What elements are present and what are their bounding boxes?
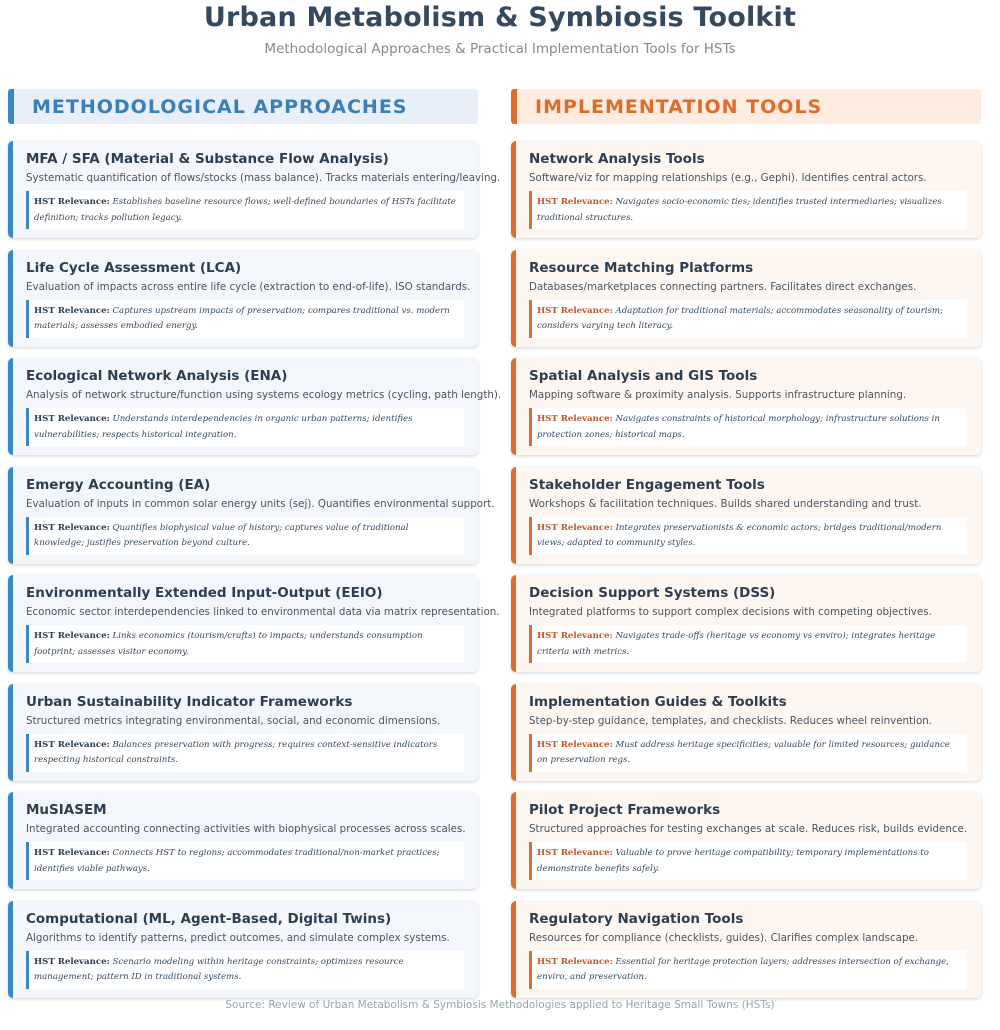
hst-relevance-label: HST Relevance:: [537, 522, 613, 533]
tool-title: Resource Matching Platforms: [529, 259, 754, 276]
method-card: [8, 684, 478, 781]
method-title: Ecological Network Analysis (ENA): [26, 368, 288, 384]
method-title: Emergy Accounting (EA): [26, 476, 211, 493]
method-description: Integrated accounting connecting activities with biophysical processes across scales.: [26, 823, 466, 835]
method-card: [8, 250, 478, 347]
hst-relevance-box: [529, 408, 967, 446]
method-description: Evaluation of inputs in common solar energy units (sej). Quantifies environmental support.: [26, 497, 495, 510]
hst-relevance-label: HST Relevance:: [34, 956, 110, 967]
method-title: Urban Sustainability Indicator Frameworks: [26, 693, 353, 710]
method-card: [8, 575, 500, 672]
hst-relevance-label: HST Relevance:: [537, 414, 613, 424]
tools-list: [511, 141, 981, 998]
hst-relevance-label: HST Relevance:: [34, 631, 110, 641]
tool-description: Mapping software & proximity analysis. Supports infrastructure planning.: [529, 389, 907, 401]
tools-column: [511, 89, 981, 1009]
method-description: Evaluation of impacts across entire life cycle (extraction to end-of-life). ISO standards.: [26, 280, 471, 293]
tool-description: Software/viz for mapping relationships (e.g., Gephi). Identifies central actors.: [529, 172, 927, 184]
tool-card: [511, 141, 981, 238]
hst-relevance-box: [529, 734, 967, 772]
tool-card: [511, 467, 981, 564]
hst-relevance-text: Navigates socio-economic ties; identifies trusted intermediaries; visualizes traditional structures.: [537, 197, 942, 223]
method-description: Structured metrics integrating environmental, social, and economic dimensions.: [26, 714, 441, 727]
page-title: Urban Metabolism & Symbiosis Toolkit: [203, 2, 797, 33]
hst-relevance-text: Understands interdependencies in organic urban patterns; identifies vulnerabilities; respects historical integration.: [34, 414, 413, 440]
hst-relevance-text: Captures upstream impacts of preservation; compares traditional vs. modern materials; assesses embodied energy.: [34, 305, 450, 331]
method-card: [8, 467, 495, 564]
tool-card: [511, 250, 981, 347]
hst-relevance-text: Must address heritage specificities; valuable for limited resources; guidance on preservation regs.: [537, 739, 950, 765]
hst-relevance-label: HST Relevance:: [537, 197, 613, 207]
tool-title: Regulatory Navigation Tools: [529, 910, 744, 927]
hst-relevance-label: HST Relevance:: [537, 956, 613, 967]
hst-relevance-box: [26, 951, 464, 989]
hst-relevance-box: [26, 191, 464, 229]
method-description: Economic sector interdependencies linked to environmental data via matrix representation.: [26, 606, 500, 618]
hst-relevance-box: [26, 625, 464, 663]
hst-relevance-box: [529, 951, 967, 989]
tool-card: [511, 575, 981, 672]
hst-relevance-box: [26, 517, 464, 555]
hst-relevance-box: [529, 842, 967, 880]
hst-relevance-text: Connects HST to regions; accommodates traditional/non-market practices; identifies viable pathways.: [34, 848, 440, 874]
hst-relevance-box: [529, 517, 967, 555]
methods-column: [8, 89, 502, 1009]
tool-title: Implementation Guides & Toolkits: [529, 693, 787, 710]
method-card: [8, 901, 478, 998]
tool-title: Decision Support Systems (DSS): [529, 585, 776, 601]
page-subtitle: Methodological Approaches & Practical Implementation Tools for HSTs: [264, 41, 736, 57]
hst-relevance-label: HST Relevance:: [537, 739, 613, 750]
hst-relevance-label: HST Relevance:: [34, 197, 110, 207]
method-title: Environmentally Extended Input-Output (EEIO): [26, 585, 383, 601]
hst-relevance-box: [26, 734, 464, 772]
tool-title: Stakeholder Engagement Tools: [529, 476, 765, 493]
hst-relevance-label: HST Relevance:: [34, 522, 110, 533]
hst-relevance-label: HST Relevance:: [34, 305, 110, 316]
method-title: MFA / SFA (Material & Substance Flow Analysis): [26, 151, 389, 167]
method-card: [8, 358, 502, 455]
method-card: [8, 792, 478, 889]
tool-card: [511, 792, 981, 889]
hst-relevance-box: [529, 300, 967, 338]
hst-relevance-text: Navigates constraints of historical morphology; infrastructure solutions in protection zones; historical maps.: [537, 414, 940, 440]
methods-list: [8, 141, 502, 998]
source-note: Source: Review of Urban Metabolism & Symbiosis Methodologies applied to Heritage Small Towns (HSTs): [225, 999, 775, 1011]
hst-relevance-label: HST Relevance:: [34, 414, 110, 424]
tool-card: [511, 901, 981, 998]
tool-description: Resources for compliance (checklists, guides). Clarifies complex landscape.: [529, 931, 919, 944]
tool-title: Pilot Project Frameworks: [529, 802, 721, 818]
tool-description: Structured approaches for testing exchanges at scale. Reduces risk, builds evidence.: [529, 823, 968, 835]
method-description: Analysis of network structure/function using systems ecology metrics (cycling, path length).: [26, 389, 502, 401]
tool-title: Spatial Analysis and GIS Tools: [529, 368, 758, 384]
tool-description: Databases/marketplaces connecting partners. Facilitates direct exchanges.: [529, 280, 917, 293]
hst-relevance-text: Balances preservation with progress; requires context-sensitive indicators respecting historical constraints.: [34, 739, 438, 765]
hst-relevance-box: [529, 625, 967, 663]
hst-relevance-text: Establishes baseline resource flows; well-defined boundaries of HSTs facilitate definition; tracks pollution legacy.: [34, 197, 456, 223]
hst-relevance-text: Adaptation for traditional materials; accommodates seasonality of tourism; considers varying tech literacy.: [537, 305, 943, 331]
hst-relevance-text: Essential for heritage protection layers; addresses intersection of exchange, enviro, and preservation.: [537, 956, 949, 982]
hst-relevance-text: Integrates preservationists & economic actors; bridges traditional/modern views; adapted to community styles.: [537, 522, 942, 548]
hst-relevance-box: [529, 191, 967, 229]
method-card: [8, 141, 501, 238]
tool-description: Workshops & facilitation techniques. Builds shared understanding and trust.: [529, 497, 922, 510]
hst-relevance-text: Quantifies biophysical value of history; captures value of traditional knowledge; justifies preservation beyond culture.: [34, 522, 409, 548]
tool-description: Integrated platforms to support complex decisions with competing objectives.: [529, 606, 932, 618]
hst-relevance-label: HST Relevance:: [34, 739, 110, 750]
hst-relevance-label: HST Relevance:: [537, 848, 613, 858]
tool-card: [511, 358, 981, 455]
method-title: Computational (ML, Agent-Based, Digital Twins): [26, 910, 392, 927]
method-title: MuSIASEM: [26, 802, 107, 818]
hst-relevance-text: Navigates trade-offs (heritage vs economy vs enviro); integrates heritage criteria with metrics.: [537, 631, 936, 657]
method-description: Systematic quantification of flows/stocks (mass balance). Tracks materials entering/leaving.: [26, 172, 501, 184]
tool-title: Network Analysis Tools: [529, 151, 705, 167]
methods-header: METHODOLOGICAL APPROACHES: [8, 89, 478, 124]
hst-relevance-box: [26, 842, 464, 880]
hst-relevance-text: Scenario modeling within heritage constraints; optimizes resource management; pattern ID in traditional systems.: [34, 956, 404, 982]
tool-description: Step-by-step guidance, templates, and checklists. Reduces wheel reinvention.: [529, 714, 933, 727]
hst-relevance-label: HST Relevance:: [537, 305, 613, 316]
hst-relevance-text: Links economics (tourism/crafts) to impacts; understands consumption footprint; assesses visitor economy.: [34, 631, 423, 657]
hst-relevance-label: HST Relevance:: [34, 848, 110, 858]
hst-relevance-label: HST Relevance:: [537, 631, 613, 641]
method-description: Algorithms to identify patterns, predict outcomes, and simulate complex systems.: [26, 931, 450, 944]
tools-header: IMPLEMENTATION TOOLS: [511, 89, 981, 124]
hst-relevance-box: [26, 408, 464, 446]
hst-relevance-text: Valuable to prove heritage compatibility; temporary implementations to demonstrate benefits safely.: [537, 848, 929, 874]
method-title: Life Cycle Assessment (LCA): [26, 259, 242, 276]
hst-relevance-box: [26, 300, 464, 338]
tool-card: [511, 684, 981, 781]
